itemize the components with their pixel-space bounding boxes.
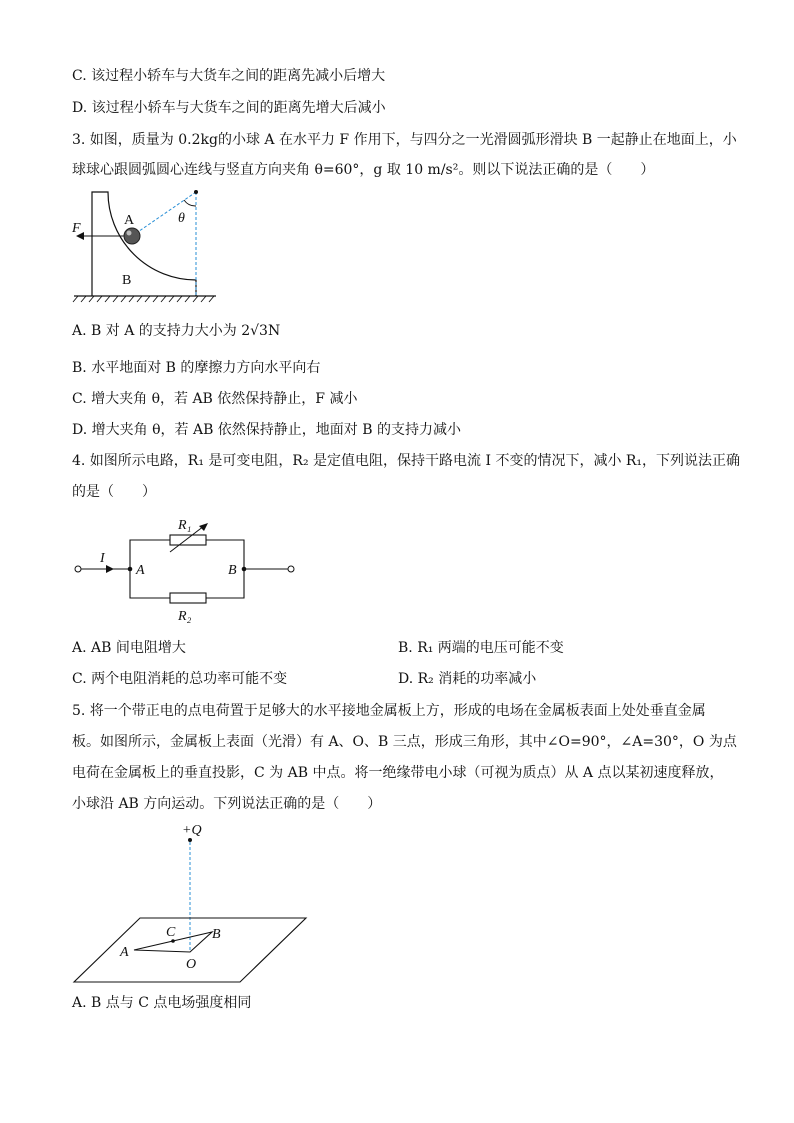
- resistor-r1: [170, 535, 206, 545]
- q5-stem-line-3: 电荷在金属板上的垂直投影，C 为 AB 中点。将一绝缘带电小球（可视为质点）从 A 点以某初速度释放，: [72, 765, 724, 781]
- ball-a: [124, 228, 140, 244]
- label-b: B: [212, 927, 221, 942]
- left-terminal: [75, 566, 81, 572]
- label-a: A: [136, 563, 145, 578]
- theta-arc: [184, 200, 196, 206]
- q4-option-a: A. AB 间电阻增大: [72, 640, 186, 656]
- radius-dashed-line: [132, 192, 196, 236]
- label-a: A: [124, 213, 135, 228]
- q3-option-b: B. 水平地面对 B 的摩擦力方向水平向右: [72, 360, 321, 376]
- arc-center-point: [194, 190, 198, 194]
- right-terminal: [288, 566, 294, 572]
- block-b: [92, 192, 196, 296]
- q5-stem-line-4: 小球沿 AB 方向运动。下列说法正确的是（ ）: [72, 796, 382, 812]
- q3-stem-line-1: 3. 如图，质量为 0.2kg的小球 A 在水平力 F 作用下，与四分之一光滑圆弧形滑块 B 一起静止在地面上，小: [72, 132, 737, 148]
- resistor-r2: [170, 593, 206, 603]
- q4-stem-line-1: 4. 如图所示电路，R₁ 是可变电阻，R₂ 是定值电阻，保持干路电流 I 不变的情况下，减小 R₁，下列说法正确: [72, 453, 741, 469]
- ground-hatch: [73, 296, 214, 302]
- label-r2: R₂: [178, 609, 192, 624]
- q4-circuit-figure: [70, 512, 310, 630]
- q3-option-c: C. 增大夹角 θ，若 AB 依然保持静止，F 减小: [72, 391, 358, 407]
- q5-stem-line-1: 5. 将一个带正电的点电荷置于足够大的水平接地金属板上方，形成的电场在金属板表面上处处垂直金属: [72, 703, 706, 719]
- q4-stem-line-2: 的是（ ）: [72, 484, 156, 500]
- q2-option-c: C. 该过程小轿车与大货车之间的距离先减小后增大: [72, 68, 386, 84]
- q3-stem-line-2: 球球心跟圆弧圆心连线与竖直方向夹角 θ=60°，g 取 10 m/s²。则以下说法正确的是（ ）: [72, 162, 655, 178]
- label-q: +Q: [182, 823, 202, 838]
- q4-option-d: D. R₂ 消耗的功率减小: [398, 671, 537, 687]
- label-theta: θ: [178, 211, 185, 226]
- q4-option-b: B. R₁ 两端的电压可能不变: [398, 640, 564, 656]
- label-i: I: [100, 551, 105, 566]
- label-r1: R₁: [178, 518, 192, 533]
- q4-option-c: C. 两个电阻消耗的总功率可能不变: [72, 671, 288, 687]
- current-arrow: [106, 565, 114, 573]
- label-o: O: [186, 957, 197, 972]
- q3-option-a: A. B 对 A 的支持力大小为 2√3N: [72, 323, 281, 339]
- label-f: F: [72, 221, 81, 236]
- label-b: B: [228, 563, 237, 578]
- q3-figure: [70, 186, 220, 304]
- q3-option-d: D. 增大夹角 θ，若 AB 依然保持静止，地面对 B 的支持力减小: [72, 422, 461, 438]
- q5-stem-line-2: 板。如图所示，金属板上表面（光滑）有 A、O、B 三点，形成三角形，其中∠O=90°，∠A=30°，O 为点: [72, 734, 737, 750]
- label-a: A: [120, 945, 129, 960]
- q5-option-a: A. B 点与 C 点电场强度相同: [72, 995, 252, 1011]
- charge-q: [188, 838, 192, 842]
- label-c: C: [166, 925, 176, 940]
- label-b: B: [122, 273, 132, 288]
- q2-option-d: D. 该过程小轿车与大货车之间的距离先增大后减小: [72, 100, 386, 116]
- q5-figure: [70, 818, 310, 988]
